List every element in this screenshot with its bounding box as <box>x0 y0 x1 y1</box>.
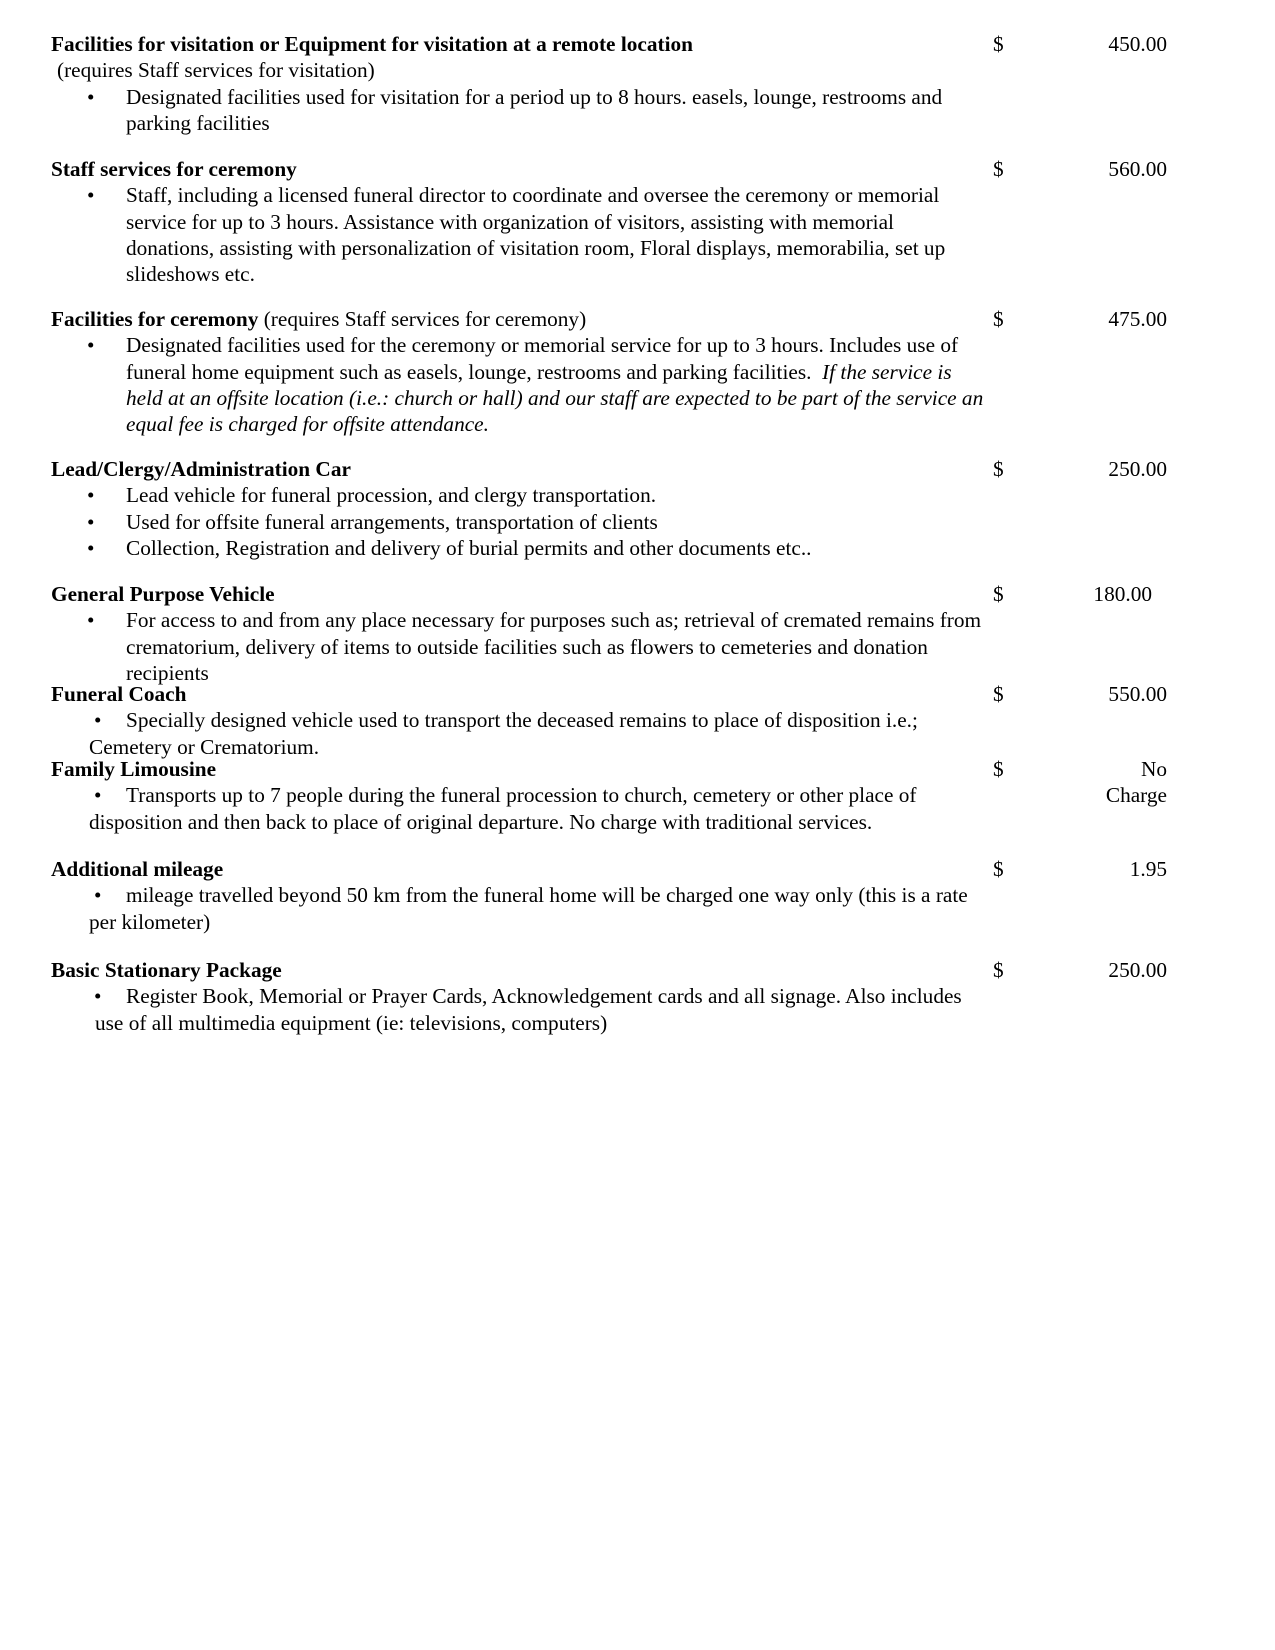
bullet-icon: • <box>94 708 102 733</box>
item-title: Family Limousine <box>51 757 217 781</box>
bullet-icon: • <box>87 84 95 109</box>
bullet-list <box>51 482 1121 561</box>
item-title: General Purpose Vehicle <box>51 582 275 606</box>
currency-symbol: $ <box>993 958 1004 982</box>
bullet-list <box>51 182 1121 287</box>
bullet-list <box>51 707 1121 760</box>
currency-symbol: $ <box>993 582 1004 606</box>
bullet-icon: • <box>94 984 102 1009</box>
item-title: Funeral Coach <box>51 682 187 706</box>
item-title: Staff services for ceremony <box>51 157 297 181</box>
bullet-list <box>51 983 1121 1036</box>
item-price: 250.00 <box>1108 958 1167 982</box>
price-item-stationary-package <box>51 957 1167 1036</box>
price-item-ceremony-facilities <box>51 306 1167 437</box>
bullet-list <box>51 882 1121 935</box>
item-price: 450.00 <box>1108 32 1167 56</box>
item-price: 475.00 <box>1108 307 1167 331</box>
item-price: 1.95 <box>1129 857 1167 881</box>
price-item-general-vehicle <box>51 581 1152 686</box>
price-item-funeral-coach <box>51 681 1167 760</box>
item-price: 180.00 <box>1093 582 1152 606</box>
list-item: • Register Book, Memorial or Prayer Cards, Acknowledgement cards and all signage. Also includes use of all multimedia equipment (ie: televisions, computers) <box>94 984 962 1035</box>
list-item: • Collection, Registration and delivery of burial permits and other documents etc.. <box>87 535 812 560</box>
item-price: No Charge <box>1105 757 1167 808</box>
price-item-visitation-facilities <box>51 31 1167 136</box>
price-item-staff-ceremony <box>51 156 1167 287</box>
item-title: Facilities for visitation or Equipment for visitation at a remote location <box>51 32 694 56</box>
item-price: 550.00 <box>1108 682 1167 706</box>
item-price: 250.00 <box>1108 457 1167 481</box>
item-title-note: (requires Staff services for ceremony) <box>258 307 587 331</box>
list-item: • Staff, including a licensed funeral director to coordinate and oversee the ceremony or memorial service for up to 3 hours. Assistance with organization of visitors, assisting with memorial donations, assisting with personalization of visitation room, Floral displays, memorabilia, set up slideshows etc. <box>87 183 946 287</box>
item-title: Facilities for ceremony <box>51 307 259 331</box>
list-item: • Designated facilities used for the ceremony or memorial service for up to 3 hours. Includes use of funeral home equipment such as easels, lounge, restrooms and parking facilities. If the service is held at an offsite location (i.e.: church or hall) and our staff are expected to be part of the service an equal fee is charged for offsite attendance. <box>87 333 984 437</box>
currency-symbol: $ <box>993 457 1004 481</box>
bullet-icon: • <box>87 483 95 508</box>
currency-symbol: $ <box>993 307 1004 331</box>
bullet-icon: • <box>94 883 102 908</box>
list-item: • For access to and from any place necessary for purposes such as; retrieval of cremated remains from crematorium, delivery of items to outside facilities such as flowers to cemeteries and donation recipients <box>87 608 982 685</box>
offsite-fee-note: If the service is held at an offsite location (i.e.: church or hall) and our staff are expected to be part of the service an equal fee is charged for offsite attendance. <box>126 359 984 437</box>
list-item: • Lead vehicle for funeral procession, and clergy transportation. <box>87 483 657 508</box>
bullet-icon: • <box>87 183 95 208</box>
list-item: • mileage travelled beyond 50 km from the funeral home will be charged one way only (this is a rate per kilometer) <box>89 883 968 934</box>
currency-symbol: $ <box>993 157 1004 181</box>
list-item: • Specially designed vehicle used to transport the deceased remains to place of disposition i.e.; Cemetery or Crematorium. <box>89 708 918 759</box>
item-title: Lead/Clergy/Administration Car <box>51 457 351 481</box>
item-price: 560.00 <box>1108 157 1167 181</box>
bullet-list <box>51 84 1121 137</box>
list-item: • Transports up to 7 people during the funeral procession to church, cemetery or other place of disposition and then back to place of original departure. No charge with traditional services. <box>89 783 917 834</box>
currency-symbol: $ <box>993 32 1004 56</box>
price-item-lead-car <box>51 456 1167 561</box>
item-title: Additional mileage <box>51 857 224 881</box>
price-item-additional-mileage <box>51 856 1167 935</box>
bullet-icon: • <box>87 535 95 560</box>
bullet-icon: • <box>87 509 95 534</box>
bullet-list <box>51 782 1121 835</box>
price-item-family-limousine <box>51 756 1167 835</box>
currency-symbol: $ <box>993 757 1004 781</box>
list-item: • Designated facilities used for visitation for a period up to 8 hours. easels, lounge, restrooms and parking facilities <box>87 84 943 135</box>
item-note: (requires Staff services for visitation) <box>57 58 375 83</box>
bullet-icon: • <box>87 608 95 633</box>
item-title: Basic Stationary Package <box>51 958 282 982</box>
bullet-list <box>51 332 1121 437</box>
bullet-icon: • <box>87 333 95 358</box>
bullet-icon: • <box>94 783 102 808</box>
list-item: • Used for offsite funeral arrangements, transportation of clients <box>87 509 658 534</box>
currency-symbol: $ <box>993 857 1004 881</box>
bullet-list <box>51 607 1121 686</box>
currency-symbol: $ <box>993 682 1004 706</box>
